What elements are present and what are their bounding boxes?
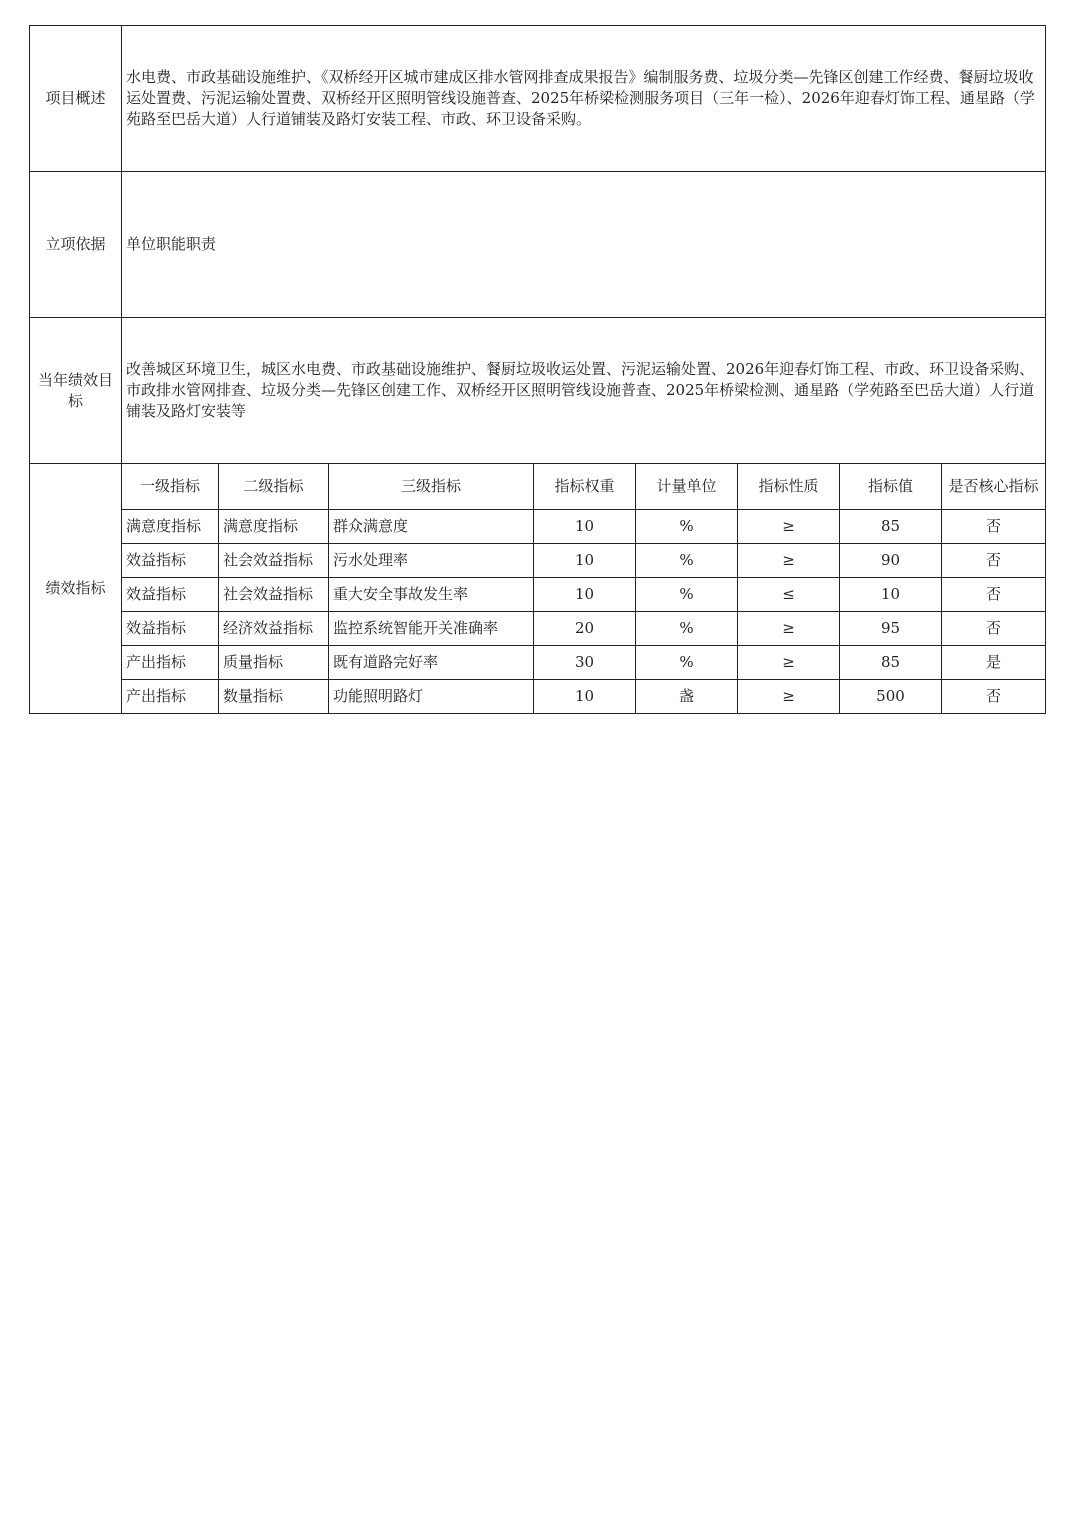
cell-value: 90	[840, 544, 942, 578]
cell-core: 否	[942, 510, 1046, 544]
cell-level2: 数量指标	[219, 680, 329, 714]
header-nature: 指标性质	[738, 464, 840, 510]
cell-core: 否	[942, 612, 1046, 646]
cell-level3: 既有道路完好率	[329, 646, 534, 680]
overview-label: 项目概述	[30, 26, 122, 172]
cell-unit: %	[636, 510, 738, 544]
cell-level2: 社会效益指标	[219, 544, 329, 578]
overview-row	[30, 26, 1046, 172]
overview-content: 水电费、市政基础设施维护、《双桥经开区城市建成区排水管网排查成果报告》编制服务费、垃圾分类—先锋区创建工作经费、餐厨垃圾收运处置费、污泥运输处置费、双桥经开区照明管线设施普查、2025年桥梁检测服务项目（三年一检）、2026年迎春灯饰工程、通星路（学苑路至巴岳大道）人行道铺装及路灯安装工程、市政、环卫设备采购。	[122, 26, 1046, 172]
cell-core: 否	[942, 578, 1046, 612]
table-row	[30, 578, 1046, 612]
performance-table	[29, 25, 1046, 714]
cell-level1: 效益指标	[122, 578, 219, 612]
cell-weight: 30	[534, 646, 636, 680]
cell-unit: %	[636, 544, 738, 578]
cell-core: 否	[942, 544, 1046, 578]
cell-nature: ≥	[738, 510, 840, 544]
header-unit: 计量单位	[636, 464, 738, 510]
header-value: 指标值	[840, 464, 942, 510]
cell-level1: 产出指标	[122, 680, 219, 714]
cell-value: 10	[840, 578, 942, 612]
table-row	[30, 680, 1046, 714]
cell-core: 是	[942, 646, 1046, 680]
cell-level1: 满意度指标	[122, 510, 219, 544]
goal-row	[30, 318, 1046, 464]
header-level1: 一级指标	[122, 464, 219, 510]
cell-level1: 效益指标	[122, 544, 219, 578]
basis-row	[30, 172, 1046, 318]
cell-core: 否	[942, 680, 1046, 714]
goal-label: 当年绩效目标	[30, 318, 122, 464]
cell-value: 95	[840, 612, 942, 646]
table-row	[30, 646, 1046, 680]
cell-value: 85	[840, 646, 942, 680]
cell-nature: ≥	[738, 680, 840, 714]
header-level2: 二级指标	[219, 464, 329, 510]
cell-nature: ≥	[738, 646, 840, 680]
cell-level1: 产出指标	[122, 646, 219, 680]
cell-weight: 10	[534, 510, 636, 544]
cell-value: 85	[840, 510, 942, 544]
header-level3: 三级指标	[329, 464, 534, 510]
cell-level3: 群众满意度	[329, 510, 534, 544]
cell-level3: 监控系统智能开关准确率	[329, 612, 534, 646]
cell-level2: 质量指标	[219, 646, 329, 680]
cell-unit: %	[636, 578, 738, 612]
table-row	[30, 544, 1046, 578]
cell-level2: 经济效益指标	[219, 612, 329, 646]
cell-weight: 20	[534, 612, 636, 646]
table-row	[30, 510, 1046, 544]
cell-nature: ≤	[738, 578, 840, 612]
cell-weight: 10	[534, 680, 636, 714]
cell-level3: 污水处理率	[329, 544, 534, 578]
cell-level3: 重大安全事故发生率	[329, 578, 534, 612]
cell-unit: 盏	[636, 680, 738, 714]
cell-level2: 社会效益指标	[219, 578, 329, 612]
cell-level1: 效益指标	[122, 612, 219, 646]
cell-unit: %	[636, 646, 738, 680]
header-core: 是否核心指标	[942, 464, 1046, 510]
basis-label: 立项依据	[30, 172, 122, 318]
indicator-header-row	[30, 464, 1046, 510]
cell-weight: 10	[534, 578, 636, 612]
cell-unit: %	[636, 612, 738, 646]
goal-content: 改善城区环境卫生，城区水电费、市政基础设施维护、餐厨垃圾收运处置、污泥运输处置、2026年迎春灯饰工程、市政、环卫设备采购、市政排水管网排查、垃圾分类—先锋区创建工作、双桥经开区照明管线设施普查、2025年桥梁检测、通星路（学苑路至巴岳大道）人行道铺装及路灯安装等	[122, 318, 1046, 464]
cell-weight: 10	[534, 544, 636, 578]
basis-content: 单位职能职责	[122, 172, 1046, 318]
header-weight: 指标权重	[534, 464, 636, 510]
indicators-label: 绩效指标	[30, 464, 122, 714]
cell-nature: ≥	[738, 544, 840, 578]
cell-level2: 满意度指标	[219, 510, 329, 544]
table-row	[30, 612, 1046, 646]
cell-nature: ≥	[738, 612, 840, 646]
cell-value: 500	[840, 680, 942, 714]
cell-level3: 功能照明路灯	[329, 680, 534, 714]
